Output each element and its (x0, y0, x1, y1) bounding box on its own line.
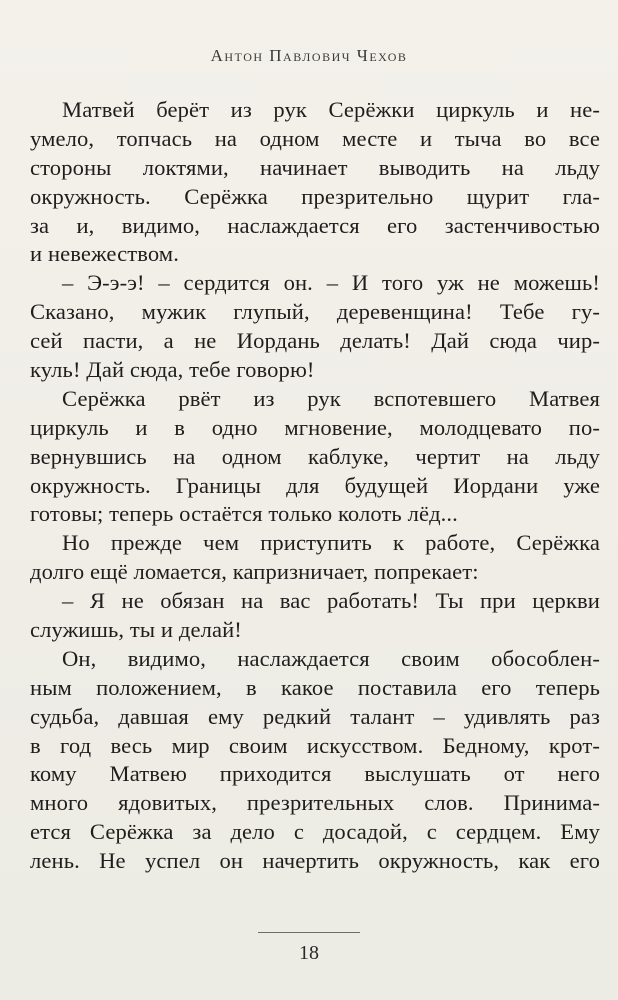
text-line: Но прежде чем приступить к работе, Серёжка (62, 530, 600, 556)
text-line: окружность. Серёжка презрительно щурит гла- (30, 183, 600, 209)
paragraph (30, 587, 600, 645)
paragraph (30, 645, 600, 876)
text-line: вернувшись на одном каблуке, чертит на льду (30, 443, 600, 469)
text-line: циркуль и в одно мгновение, молодцевато по- (30, 414, 600, 440)
text-line: кому Матвею приходится выслушать от него (30, 761, 600, 787)
text-line: – Э-э-э! – сердится он. – И того уж не можешь! (62, 270, 600, 296)
text-line: куль! Дай сюда, тебе говорю! (30, 357, 315, 383)
page-number: 18 (299, 942, 319, 964)
text-line: судьба, давшая ему редкий талант – удивлять раз (30, 703, 600, 729)
paragraph (30, 385, 600, 529)
text-line: – Я не обязан на вас работать! Ты при церкви (62, 588, 600, 614)
body-text (30, 96, 600, 876)
text-line: за и, видимо, наслаждается его застенчивостью (30, 212, 600, 238)
text-line: окружность. Границы для будущей Иордани уже (30, 472, 600, 498)
text-line: Матвей берёт из рук Серёжки циркуль и не- (62, 97, 600, 122)
text-line: лень. Не успел он начертить окружность, как его (30, 848, 600, 874)
text-line: много ядовитых, презрительных слов. Принима- (30, 790, 600, 816)
text-line: сей пасти, а не Иордань делать! Дай сюда чир- (30, 328, 600, 354)
text-line: ется Серёжка за дело с досадой, с сердцем. Ему (30, 819, 600, 845)
text-line: стороны локтями, начинает выводить на льду (30, 154, 600, 180)
text-line: долго ещё ломается, капризничает, попрекает: (30, 559, 479, 585)
paragraph (30, 96, 600, 269)
paragraph (30, 529, 600, 587)
text-line: умело, топчась на одном месте и тыча во все (30, 125, 600, 151)
text-line: Он, видимо, наслаждается своим обособлен- (62, 645, 600, 671)
running-head: Антон Павлович Чехов (210, 46, 408, 65)
text-line: Серёжка рвёт из рук вспотевшего Матвея (62, 385, 600, 411)
footer-rule (258, 932, 360, 933)
text-line: и невежеством. (30, 241, 179, 267)
text-line: в год весь мир своим искусством. Бедному, крот- (30, 732, 600, 758)
text-line: Сказано, мужик глупый, деревенщина! Тебе гу- (30, 299, 600, 325)
paragraph (30, 269, 600, 385)
text-line: ным положением, в какое поставила его теперь (30, 674, 600, 700)
text-line: готовы; теперь остаётся только колоть лёд... (30, 501, 458, 527)
text-line: служишь, ты и делай! (30, 617, 242, 643)
